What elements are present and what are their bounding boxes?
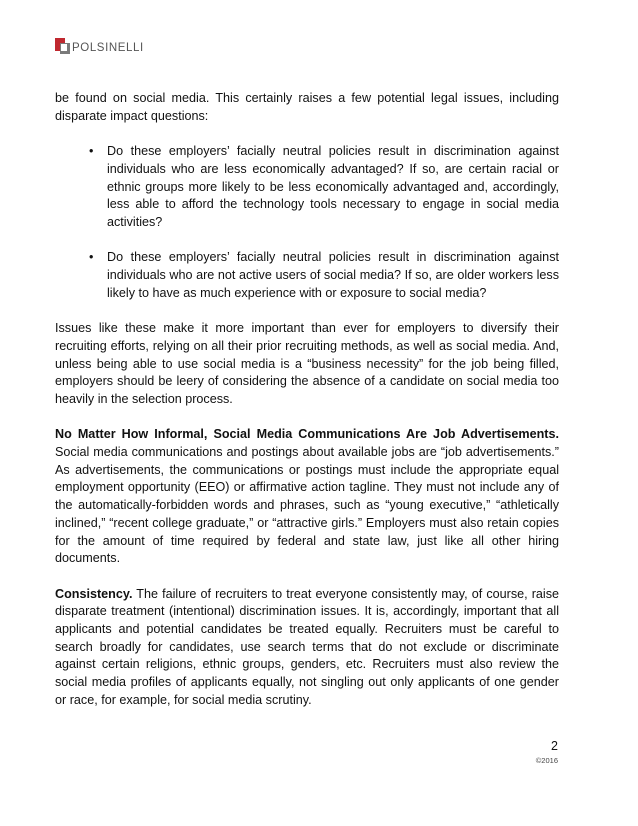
job-ads-heading: No Matter How Informal, Social Media Communications Are Job Advertisements. bbox=[55, 427, 559, 442]
logo-mark-icon bbox=[55, 38, 71, 54]
logo-text: POLSINELLI bbox=[72, 42, 144, 54]
list-item bbox=[55, 249, 559, 302]
bullet-list bbox=[55, 143, 559, 302]
bullet-text: Do these employers’ facially neutral policies result in discrimination against individuals who are not active users of social media? If so, are older workers less likely to have as much experience with or exposure to social media? bbox=[107, 250, 559, 300]
issues-paragraph: Issues like these make it more important than ever for employers to diversify their recruiting efforts, relying on all their prior recruiting methods, as well as social media. And, unless being able to use social media is a “business necessity” for the job being filled, employers should be leery of considering the absence of a candidate on social media too heavily in the selection process. bbox=[55, 321, 559, 406]
consistency-section bbox=[55, 586, 559, 710]
intro-paragraph: be found on social media. This certainly raises a few potential legal issues, including disparate impact questions: bbox=[55, 91, 559, 123]
bullet-text: Do these employers’ facially neutral policies result in discrimination against individuals who are less economically advantaged? If so, are certain racial or ethnic groups more likely to be less economically advantaged and, accordingly, less able to afford the technology tools necessary to engage in social media activities? bbox=[107, 144, 559, 229]
job-ads-text: Social media communications and postings about available jobs are “job advertisements.” As advertisements, the communications or postings must include the appropriate equal employment opportunity (EEO) or affirmative action tagline. They must not include any of the automatically-forbidden words and phrases, such as “young executive,” “athletically inclined,” “recent college graduate,” or “attractive girls.” Employers must also retain copies for the amount of time required by federal and state law, just like all other hiring documents. bbox=[55, 445, 559, 566]
list-item bbox=[55, 143, 559, 232]
document-body bbox=[55, 90, 559, 727]
polsinelli-logo bbox=[55, 38, 144, 54]
job-ads-section bbox=[55, 426, 559, 568]
consistency-text: The failure of recruiters to treat everyone consistently may, of course, raise disparate treatment (intentional) discrimination issues. It is, accordingly, important that all applicants and potential candidates be treated equally. Recruiters must be careful to search broadly for candidates, use search terms that do not exclude or discriminate against certain religions, ethnic groups, genders, etc. Recruiters must also review the social media profiles of applicants equally, not singling out only applicants of one gender or race, for example, for social media scrutiny. bbox=[55, 586, 559, 707]
bullet-icon: • bbox=[89, 144, 94, 159]
bullet-icon: • bbox=[89, 250, 94, 265]
page-number: 2 bbox=[551, 739, 558, 753]
copyright-notice: ©2016 bbox=[535, 756, 558, 765]
consistency-heading: Consistency. bbox=[55, 586, 133, 601]
